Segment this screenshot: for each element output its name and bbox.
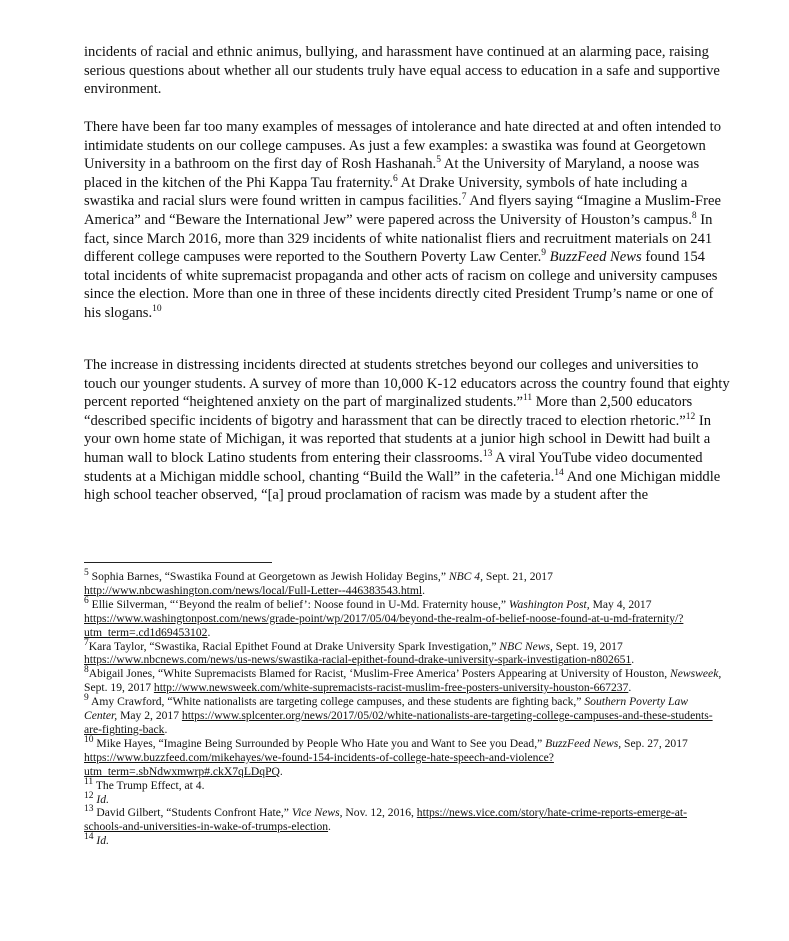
footnote-8 [84,667,724,695]
footnotes [84,570,724,848]
footnote-link[interactable]: http://www.newsweek.com/white-supremacists-racist-muslim-free-posters-university-houston-667237 [153,681,629,695]
footnote-ref-6[interactable]: 6 [393,173,398,184]
footnote-text: . [631,653,635,667]
footnote-ref-11[interactable]: 11 [523,393,533,404]
footnote-publication: Washington Post, [508,597,590,611]
footnote-number: 13 [84,804,94,815]
footnote-number: 9 [84,693,89,704]
footnote-number: 8 [84,665,89,676]
body-paragraph-3 [84,356,732,505]
footnote-text: . [207,625,211,639]
footnote-publication: Id. [96,834,109,848]
footnote-link[interactable]: https://www.nbcnews.com/news/us-news/swastika-racial-epithet-found-drake-university-spark-investigation-n802651 [84,653,632,667]
footnote-text: Abigail Jones, “White Supremacists Blamed for Racist, ‘Muslim-Free America’ Posters Appearing at University of Houston, [88,667,671,681]
footnote-text: May 2, 2017 [117,709,182,723]
footnote-text: Mike Hayes, “Imagine Being Surrounded by People Who Hate you and Want to See you Dead,” [93,736,546,750]
footnote-5 [84,570,724,598]
paragraph-text: found 154 total incidents of white supremacist propaganda and other acts of racism on college and university campuses since the election. More than one in three of these incidents directly cited President Trump’s name or one of his slogans. [84,249,718,321]
footnote-7 [84,637,724,668]
footnote-text: Ellie Silverman, “‘Beyond the realm of belief’: Noose found in U-Md. Fraternity house,” [88,597,509,611]
footnote-10 [84,737,724,779]
footnote-text: Sophia Barnes, “Swastika Found at Georgetown as Jewish Holiday Begins,” [88,570,449,583]
footnote-13 [84,806,724,834]
footnote-separator [84,562,272,563]
footnote-ref-12[interactable]: 12 [685,411,696,422]
footnote-6 [84,595,724,640]
footnote-text: . [279,764,283,778]
footnote-publication: Vice News, [291,806,343,820]
footnote-number: 14 [84,832,94,843]
footnote-ref-5[interactable]: 5 [436,155,441,166]
paragraph-text: The increase in distressing incidents directed at students stretches beyond our colleges and universities to touch our younger students. A survey of more than 10,000 K-12 educators across the country found that eighty percent reported “heightened anxiety on the part of marginalized students.” [84,357,730,411]
footnote-link[interactable]: http://www.nbcwashington.com/news/local/Full-Letter--446383543.html [84,583,423,597]
body-paragraph-2 [84,118,732,323]
footnote-link[interactable]: https://www.washingtonpost.com/news/grade-point/wp/2017/05/04/beyond-the-realm-of-belief-noose-found-at-u-md-fraternity/?utm_term=.cd1d69453102 [84,611,684,639]
footnote-number: 5 [84,568,89,579]
publication-name: BuzzFeed News [549,249,642,266]
paragraph-text: And one Michigan middle high school teacher observed, “[a] proud proclamation of racism was made by a student after the [84,468,721,504]
footnote-link[interactable]: https://www.buzzfeed.com/mikehayes/we-found-154-incidents-of-college-hate-speech-and-violence?utm_term=.sbNdwxmwrp#.ckX7qLDqPQ [84,750,554,778]
footnote-publication: NBC News, [499,639,553,653]
footnote-ref-13[interactable]: 13 [482,449,493,460]
footnote-number: 7 [84,637,89,648]
footnote-number: 11 [84,776,94,787]
footnote-11 [84,776,724,793]
footnote-publication: Id. [96,792,109,806]
paragraph-text: At the University of Maryland, a noose was placed in the kitchen of the Phi Kappa Tau fraternity. [84,156,700,191]
paragraph-text: There have been far too many examples of messages of intolerance and hate directed at and often intended to intimidate students on our college campuses. As just a few examples: a swastika was found at Georgetown University in a bathroom on the first day of Rosh Hashanah. [84,119,721,173]
footnote-9 [84,695,724,737]
footnote-text: Amy Crawford, “White nationalists are targeting college campuses, and these students are fighting back,” [88,695,585,709]
footnote-number: 12 [84,790,94,801]
footnote-12 [84,790,724,807]
paragraph-text: At Drake University, symbols of hate including a swastika and racial slurs were found written in campus facilities. [84,174,688,210]
footnote-publication: BuzzFeed News, [545,736,622,750]
footnote-link[interactable]: https://news.vice.com/story/hate-crime-reports-emerge-at-schools-and-universities-in-wake-of-trumps-election [84,806,688,834]
footnote-text: . [628,681,632,695]
body-paragraph-1: incidents of racial and ethnic animus, bullying, and harassment have continued at an alarming pace, raising serious questions about whether all our students truly have equal access to education in a safe and supportive environment. [84,44,720,98]
footnote-text: David Gilbert, “Students Confront Hate,” [93,806,292,820]
footnote-text: Sept. 21, 2017 [483,570,553,583]
footnote-ref-9[interactable]: 9 [541,248,547,259]
paragraph-text: In your own home state of Michigan, it was reported that students at a junior high school in Dewitt had built a human wall to block Latino students from entering their classrooms. [84,412,712,466]
footnote-publication: Southern Poverty Law Center, [84,695,689,723]
footnote-number: 10 [84,735,94,746]
footnote-text: Kara Taylor, “Swastika, Racial Epithet Found at Drake University Spark Investigation,” [88,639,500,653]
footnote-14 [84,834,724,848]
footnote-ref-10[interactable]: 10 [152,304,162,315]
footnote-text: The Trump Effect, at 4. [93,778,205,792]
footnote-ref-7[interactable]: 7 [461,192,467,203]
footnote-text: May 4, 2017 [589,597,652,611]
footnote-text: Nov. 12, 2016, [342,806,417,820]
footnote-text: Sep. 27, 2017 [621,736,688,750]
footnote-ref-14[interactable]: 14 [554,467,564,478]
paragraph-text: A viral YouTube video documented students at a Michigan middle school, chanting “Build the Wall” in the cafeteria. [84,449,703,485]
footnote-link[interactable]: https://www.splcenter.org/news/2017/05/02/white-nationalists-are-targeting-college-campuses-and-these-students-are-fighting-back [84,709,713,736]
footnote-publication: NBC 4, [448,570,484,583]
footnote-number: 6 [84,595,89,606]
footnote-text: Sept. 19, 2017 [552,639,623,653]
footnote-text: . [328,820,331,834]
paragraph-text: More than 2,500 educators “described specific incidents of bigotry and harassment that can be directly traced to election rhetoric.” [84,394,693,429]
footnote-publication: Newsweek, [670,667,722,681]
paragraph-text: In fact, since March 2016, more than 329 incidents of white nationalist fliers and recruitment materials on 241 different college campuses were reported to the Southern Poverty Law Center. [84,211,713,266]
footnote-ref-8[interactable]: 8 [691,211,697,222]
footnote-text: . [422,583,425,597]
footnote-text: Sept. 19, 2017 [84,681,154,695]
paragraph-text: And flyers saying “Imagine a Muslim-Free America” and “Beware the International Jew” were papered across the University of Houston’s campus. [84,193,721,228]
footnote-text: . [164,722,168,736]
